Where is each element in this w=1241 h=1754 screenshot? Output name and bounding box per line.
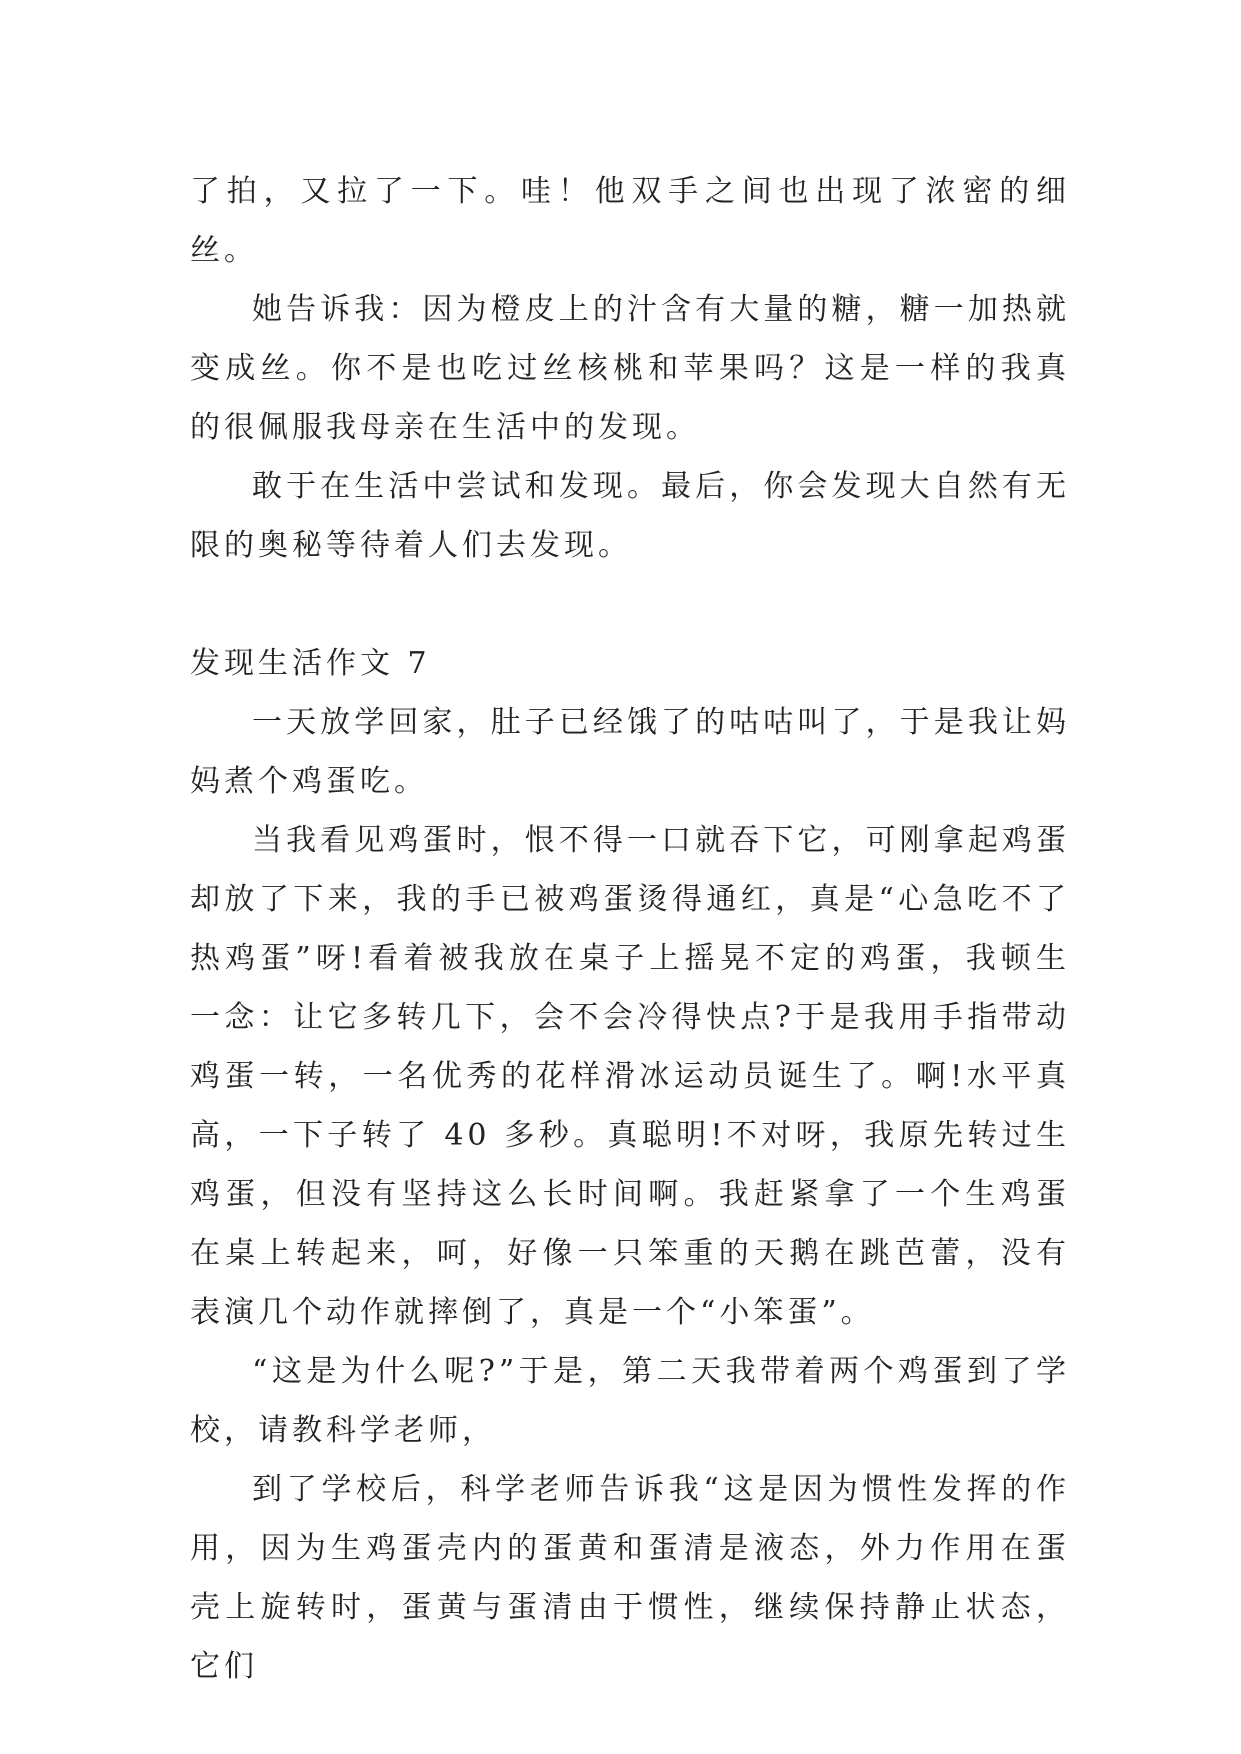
paragraph: 到了学校后，科学老师告诉我“这是因为惯性发挥的作用，因为生鸡蛋壳内的蛋黄和蛋清是液态，外力作用在蛋壳上旋转时，蛋黄与蛋清由于惯性，继续保持静止状态，它们 [190, 1472, 1070, 1684]
paragraph: “这是为什么呢?”于是，第二天我带着两个鸡蛋到了学校，请教科学老师， [190, 1354, 1070, 1448]
paragraph: 一天放学回家，肚子已经饿了的咕咕叫了，于是我让妈妈煮个鸡蛋吃。 [190, 705, 1070, 799]
section-title: 发现生活作文 7 [190, 646, 431, 681]
paragraph: 敢于在生活中尝试和发现。最后，你会发现大自然有无限的奥秘等待着人们去发现。 [190, 469, 1070, 563]
paragraph: 她告诉我：因为橙皮上的汁含有大量的糖，糖一加热就变成丝。你不是也吃过丝核桃和苹果吗？这是一样的我真的很佩服我母亲在生活中的发现。 [190, 292, 1070, 445]
paragraph: 当我看见鸡蛋时，恨不得一口就吞下它，可刚拿起鸡蛋却放了下来，我的手已被鸡蛋烫得通红，真是“心急吃不了热鸡蛋”呀!看着被我放在桌子上摇晃不定的鸡蛋，我顿生一念：让它多转几下，会不会冷得快点?于是我用手指带动鸡蛋一转，一名优秀的花样滑冰运动员诞生了。啊!水平真高，一下子转了 40 多秒。真聪明!不对呀，我原先转过生鸡蛋，但没有坚持这么长时间啊。我赶紧拿了一个生鸡蛋在桌上转起来，呵，好像一只笨重的天鹅在跳芭蕾，没有表演几个动作就摔倒了，真是一个“小笨蛋”。 [190, 823, 1070, 1330]
paragraph-continued: 了拍，又拉了一下。哇！他双手之间也出现了浓密的细丝。 [190, 174, 1070, 268]
document-body [190, 162, 1070, 1696]
